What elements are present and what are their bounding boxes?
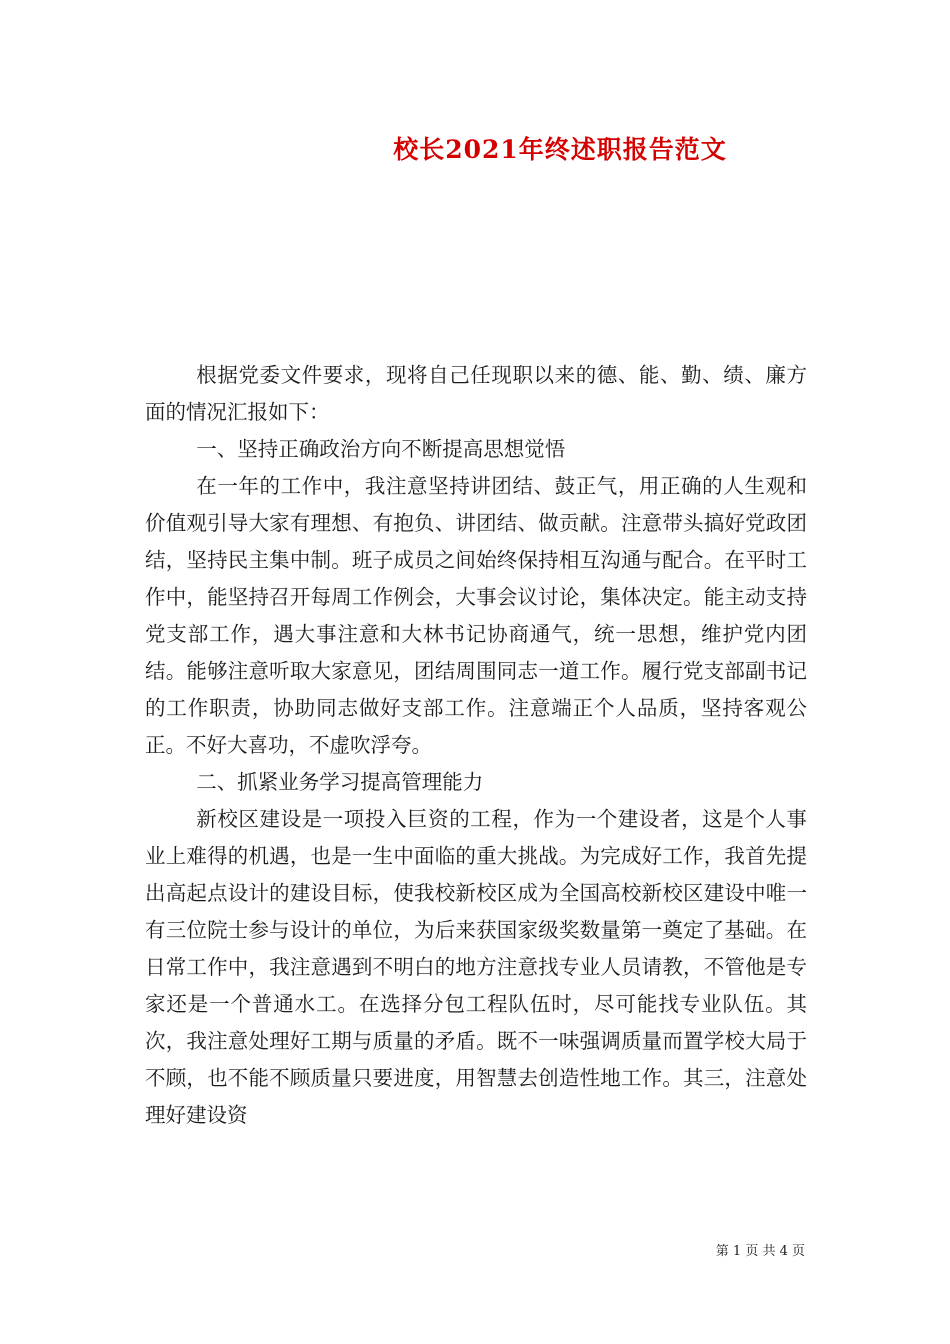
document-body xyxy=(145,357,807,1134)
document-title: 校长2021年终述职报告范文 xyxy=(393,135,727,164)
section-heading-1: 一、坚持正确政治方向不断提高思想觉悟 xyxy=(196,437,566,461)
page-number-footer: 第 1 页 共 4 页 xyxy=(715,1244,805,1259)
paragraph-section-2: 新校区建设是一项投入巨资的工程，作为一个建设者，这是个人事业上难得的机遇，也是一生中面临的重大挑战。为完成好工作，我首先提出高起点设计的建设目标，使我校新校区成为全国高校新校区建设中唯一有三位院士参与设计的单位，为后来获国家级奖数量第一奠定了基础。在日常工作中，我注意遇到不明白的地方注意找专业人员请教，不管他是专家还是一个普通水工。在选择分包工程队伍时，尽可能找专业队伍。其次，我注意处理好工期与质量的矛盾。既不一味强调质量而置学校大局于不顾，也不能不顾质量只要进度，用智慧去创造性地工作。其三，注意处理好建设资 xyxy=(145,807,807,1127)
section-heading-2: 二、抓紧业务学习提高管理能力 xyxy=(196,770,484,794)
paragraph-section-1: 在一年的工作中，我注意坚持讲团结、鼓正气，用正确的人生观和价值观引导大家有理想、有抱负、讲团结、做贡献。注意带头搞好党政团结，坚持民主集中制。班子成员之间始终保持相互沟通与配合。在平时工作中，能坚持召开每周工作例会，大事会议讨论，集体决定。能主动支持党支部工作，遇大事注意和大林书记协商通气，统一思想，维护党内团结。能够注意听取大家意见，团结周围同志一道工作。履行党支部副书记的工作职责，协助同志做好支部工作。注意端正个人品质，坚持客观公正。不好大喜功，不虚吹浮夸。 xyxy=(145,474,807,757)
paragraph-intro: 根据党委文件要求，现将自己任现职以来的德、能、勤、绩、廉方面的情况汇报如下： xyxy=(145,363,807,424)
